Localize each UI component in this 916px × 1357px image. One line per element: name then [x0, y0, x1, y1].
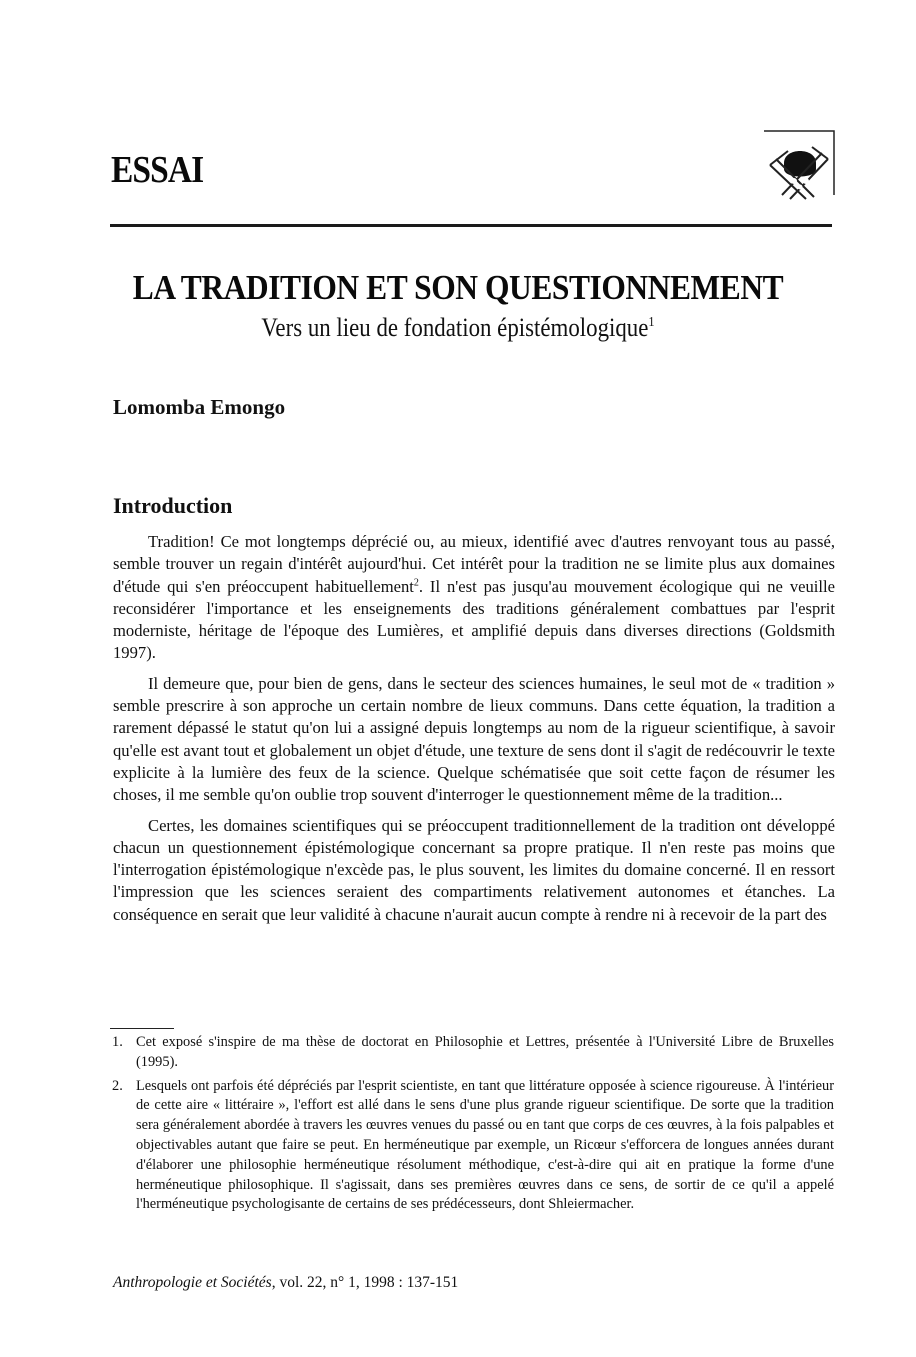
- section-heading-introduction: Introduction: [113, 493, 233, 518]
- footnote-1: [110, 1033, 834, 1073]
- footnote-ref-2[interactable]: 2: [413, 577, 419, 589]
- paragraph-3: Certes, les domaines scientifiques qui se préoccupent traditionnellement de la tradition ont développé chacun un questionnement épistémologique concernant sa propre pratique. Il n'en reste pas moins que l'interrogation épistémologique n'excède pas, le plus souvent, les limites du domaine concerné. Il en ressort l'impression que les sciences seraient des compartiments relativement autonomes et étanches. La conséquence en serait que leur validité à chacune n'aurait aucun compte à rendre ni à recevoir de la part des: [113, 815, 835, 924]
- article-subtitle: [55, 313, 861, 343]
- footnote-2: [110, 1077, 834, 1216]
- author-name: Lomomba Emongo: [113, 395, 286, 419]
- paragraph-2: Il demeure que, pour bien de gens, dans le secteur des sciences humaines, le seul mot de « tradition » semble prescrire à son approche un certain nombre de lieux communs. Dans cette équation, la tradition a rarement dépassé le statut qu'on lui a assigné depuis longtemps au nom de la rigueur scientifique, à savoir qu'elle est avant tout et globalement un objet d'étude, une texture de sens dont il s'agit de redécouvrir le texte explicite à la lumière des feux de la science. Quelque schématisée que soit cette façon de résumer les choses, il me semble qu'on oublie trop souvent d'interroger le questionnement même de la tradition...: [113, 673, 835, 805]
- journal-citation: [113, 1274, 458, 1292]
- header-divider: [110, 224, 832, 227]
- footnotes: [110, 1033, 834, 1219]
- journal-logo-icon: [762, 129, 838, 201]
- article-title: LA TRADITION ET SON QUESTIONNEMENT: [132, 268, 784, 307]
- footnote-ref-1[interactable]: 1: [648, 315, 655, 330]
- rubric-label: ESSAI: [111, 149, 204, 191]
- footnote-number: 1.: [112, 1034, 123, 1050]
- footnote-text: Lesquels ont parfois été dépréciés par l'esprit scientiste, en tant que littérature opposée à science rigoureuse. À l'intérieur de cette aire « littéraire », l'effort est allé dans le sens d'une plus grande rigueur scientifique. De sorte que la tradition sera généralement abordée à travers les œuvres venues du passé ou en tant que corps de ces œuvres, à la fois palpables et objectivables autant que faire se peut. En herméneutique par exemple, un Ricœur s'efforcera de longues années durant d'élaborer une philosophie herméneutique résolument méthodique, c'est-à-dire qui ait en pratique la forme d'une herméneutique philosophique. Il s'agissait, dans ses premières œuvres dans ce sens, de sortir de ce qu'il a appelé l'herméneutique psychologisante de certains de ses prédécesseurs, dont Shleiermacher.: [136, 1077, 834, 1213]
- paragraph-1: [113, 531, 835, 665]
- paragraph-1-text-a: Tradition! Ce mot longtemps déprécié ou, au mieux, identifié avec d'autres renvoyant tous au passé, semble trouver un regain d'intérêt aujourd'hui. Cet intérêt pour la tradition ne se limite plus aux domaines d'étude qui s'en préoccupent habituellement: [113, 532, 835, 596]
- paragraph-1-text-b: . Il n'est pas jusqu'au mouvement écologique qui ne veuille reconsidérer l'importance et les enseignements des traditions généralement combattues par l'esprit moderniste, héritage de l'époque des Lumières, et amplifié depuis dans diverses directions (Goldsmith 1997).: [113, 576, 835, 663]
- citation-details: , vol. 22, n° 1, 1998 : 137-151: [271, 1274, 459, 1291]
- body-text: [113, 531, 835, 934]
- footnote-text: Cet exposé s'inspire de ma thèse de doctorat en Philosophie et Lettres, présentée à l'Université Libre de Bruxelles (1995).: [136, 1034, 834, 1070]
- subtitle-text: Vers un lieu de fondation épistémologique: [261, 313, 649, 342]
- footnote-divider: [110, 1028, 174, 1029]
- footnote-number: 2.: [112, 1077, 123, 1094]
- journal-name: Anthropologie et Sociétés: [113, 1274, 272, 1291]
